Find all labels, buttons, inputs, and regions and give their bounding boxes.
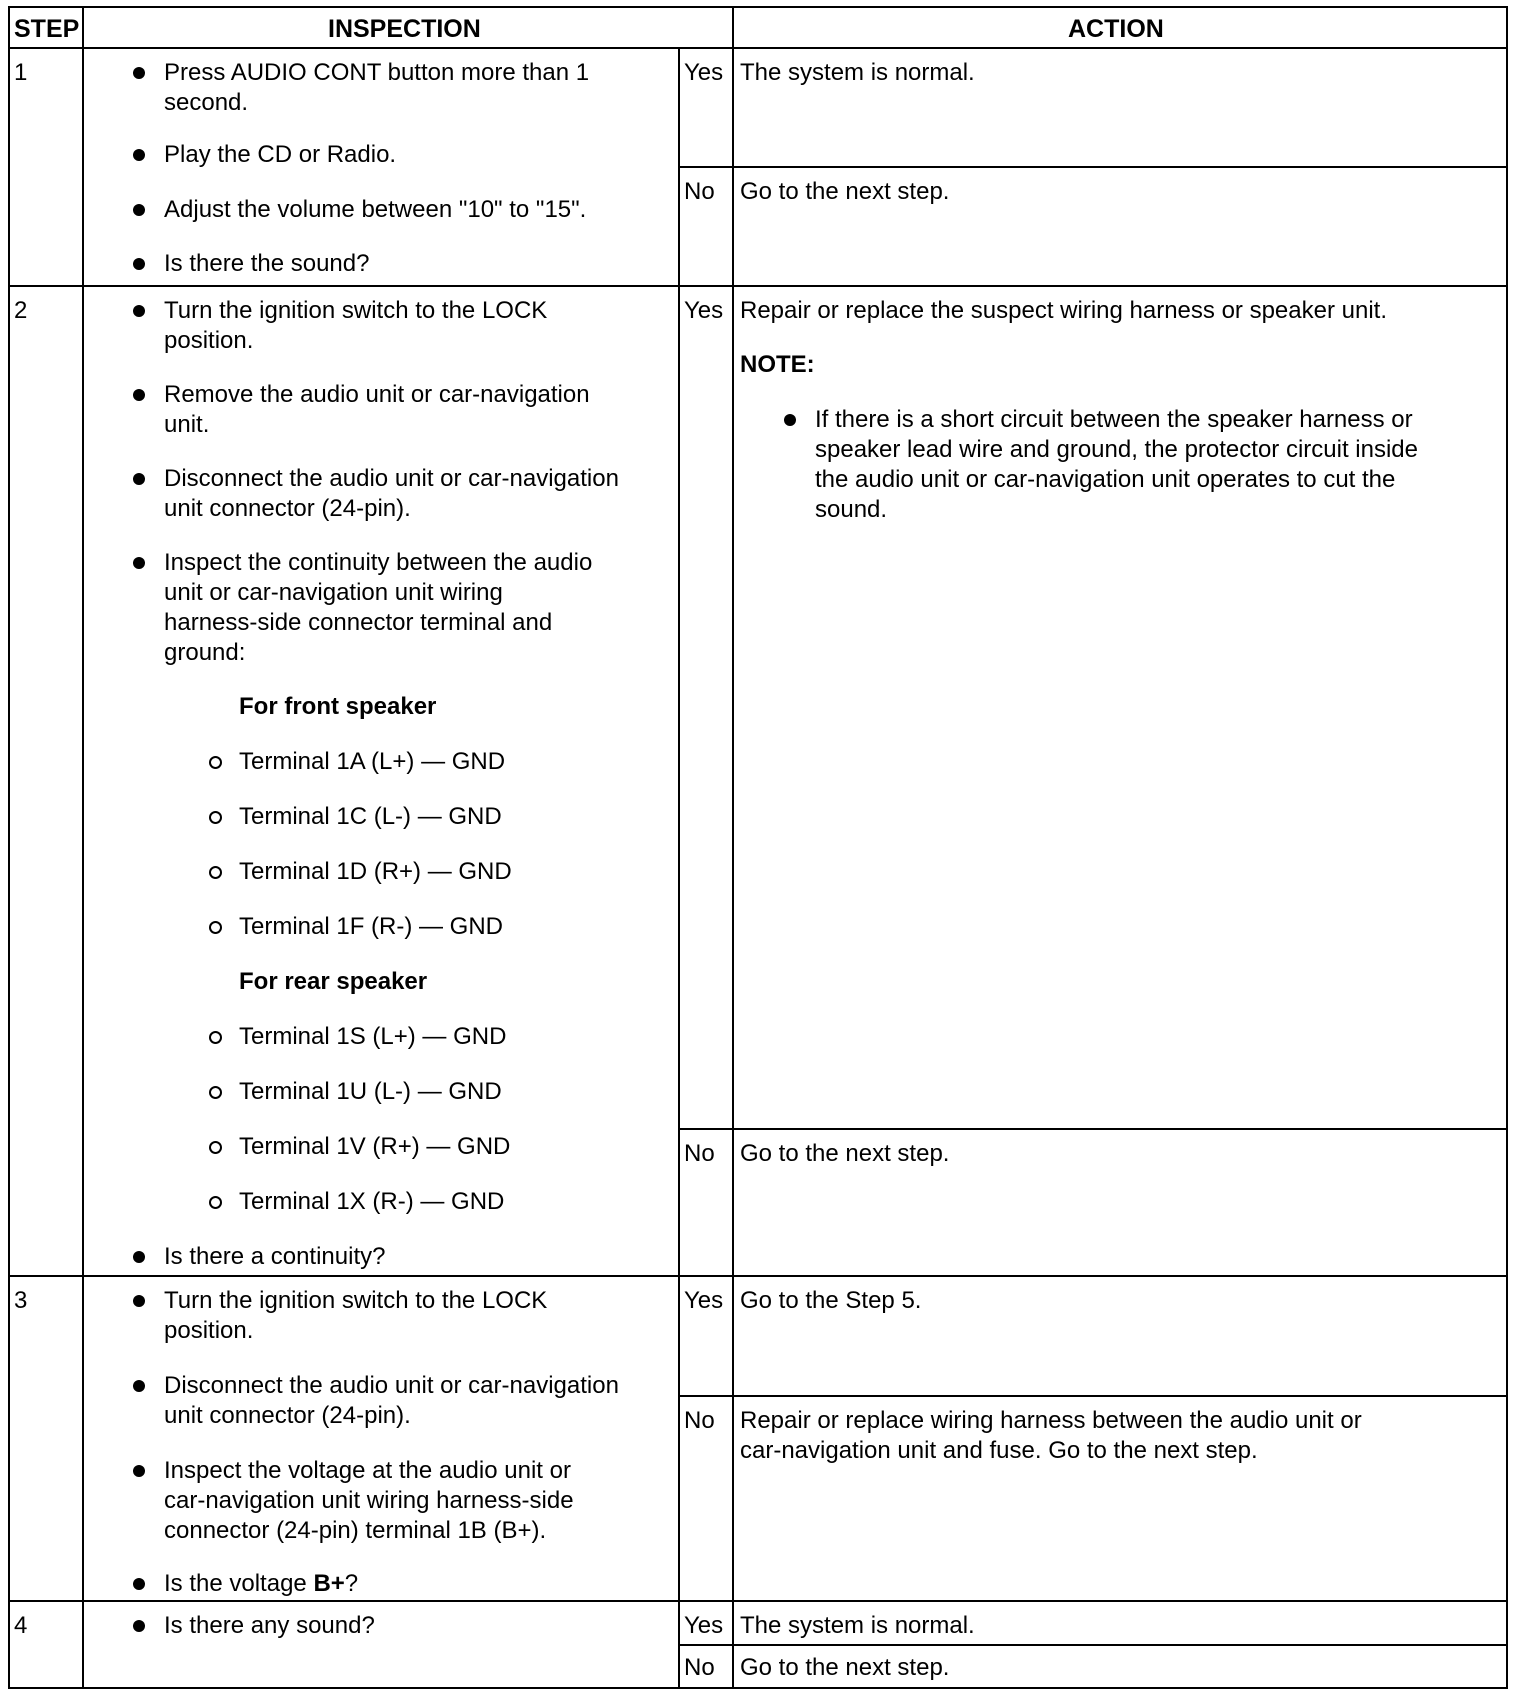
no-action: car-navigation unit and fuse. Go to the next step. [740,1437,1258,1464]
inspection-line: unit. [164,411,210,438]
yes-action: Go to the Step 5. [740,1287,922,1314]
inspection-line: unit or car-navigation unit wiring [164,579,503,606]
terminal-line: Terminal 1A (L+) — GND [239,748,506,775]
inspection-line: Press AUDIO CONT button more than 1 [164,59,590,86]
inspection-line: Is there a continuity? [164,1243,386,1270]
yes-action: The system is normal. [740,1612,975,1639]
sub-bullet-icon [209,1086,222,1099]
step-number: 3 [14,1287,28,1314]
no-label: No [684,178,715,205]
header-step: STEP [14,15,80,43]
divider-step2-yesno [678,1128,1506,1130]
yes-label: Yes [684,1612,724,1639]
no-action: Repair or replace wiring harness between the audio unit or [740,1407,1362,1434]
sub-bullet-icon [209,811,222,824]
inspection-line: Remove the audio unit or car-navigation [164,381,590,408]
terminal-line: Terminal 1V (R+) — GND [239,1133,511,1160]
front-speaker-heading: For front speaker [239,693,437,720]
inspection-line: Turn the ignition switch to the LOCK [164,1287,548,1314]
inspection-line: second. [164,89,249,116]
divider-action [732,6,734,1689]
yes-label: Yes [684,1287,724,1314]
step-number: 4 [14,1612,28,1639]
voltage-question [164,1569,358,1599]
divider-step1-end [8,285,1506,287]
inspection-line: unit connector (24-pin). [164,495,411,522]
bullet-icon [133,149,145,161]
bullet-icon [133,473,145,485]
note-line: speaker lead wire and ground, the protector circuit inside [815,436,1418,463]
inspection-line: Disconnect the audio unit or car-navigation [164,465,619,492]
inspection-line: position. [164,1317,254,1344]
inspection-table [8,6,1508,1689]
divider-step3-yesno [678,1395,1506,1397]
sub-bullet-icon [209,1031,222,1044]
inspection-line: car-navigation unit wiring harness-side [164,1487,574,1514]
no-label: No [684,1654,715,1681]
bullet-icon [133,1465,145,1477]
bullet-icon [133,1380,145,1392]
bullet-icon [133,305,145,317]
inspection-line: Inspect the continuity between the audio [164,549,593,576]
sub-bullet-icon [209,1196,222,1209]
note-line: the audio unit or car-navigation unit operates to cut the [815,466,1396,493]
bullet-icon [133,1578,145,1590]
rear-speaker-heading: For rear speaker [239,968,428,995]
terminal-line: Terminal 1S (L+) — GND [239,1023,507,1050]
divider-step [82,6,84,1689]
divider-step3-end [8,1600,1506,1602]
inspection-line: Is there any sound? [164,1612,375,1639]
inspection-line: Disconnect the audio unit or car-navigation [164,1372,619,1399]
bullet-icon [133,1295,145,1307]
no-label: No [684,1407,715,1434]
divider-header [8,47,1506,49]
divider-step1-yesno [678,166,1506,168]
divider-step2-end [8,1275,1506,1277]
terminal-line: Terminal 1F (R-) — GND [239,913,504,940]
inspection-line: unit connector (24-pin). [164,1402,411,1429]
inspection-line: Turn the ignition switch to the LOCK [164,297,548,324]
step-number: 2 [14,297,28,324]
sub-bullet-icon [209,756,222,769]
divider-inspection [678,48,680,1689]
bullet-icon [133,1251,145,1263]
voltage-question-text: Is the voltage [164,1570,314,1597]
terminal-line: Terminal 1C (L-) — GND [239,803,502,830]
terminal-line: Terminal 1U (L-) — GND [239,1078,502,1105]
voltage-value: B+ [313,1570,345,1597]
note-label: NOTE: [740,351,815,378]
terminal-line: Terminal 1D (R+) — GND [239,858,512,885]
inspection-line: position. [164,327,254,354]
inspection-line: ground: [164,639,246,666]
no-action: Go to the next step. [740,1140,950,1167]
yes-action: Repair or replace the suspect wiring harness or speaker unit. [740,297,1387,324]
no-label: No [684,1140,715,1167]
bullet-icon [133,389,145,401]
terminal-line: Terminal 1X (R-) — GND [239,1188,505,1215]
yes-label: Yes [684,59,724,86]
inspection-line: Play the CD or Radio. [164,141,397,168]
bullet-icon [133,67,145,79]
yes-action: The system is normal. [740,59,975,86]
header-action: ACTION [1068,15,1164,43]
bullet-icon [133,1620,145,1632]
step-number: 1 [14,59,28,86]
bullet-icon [784,414,796,426]
bullet-icon [133,557,145,569]
inspection-line: Inspect the voltage at the audio unit or [164,1457,571,1484]
note-line: If there is a short circuit between the speaker harness or [815,406,1413,433]
inspection-line: Is there the sound? [164,250,370,277]
yes-label: Yes [684,297,724,324]
bullet-icon [133,258,145,270]
inspection-line: connector (24-pin) terminal 1B (B+). [164,1517,547,1544]
sub-bullet-icon [209,866,222,879]
voltage-suffix: ? [344,1570,359,1597]
no-action: Go to the next step. [740,1654,950,1681]
no-action: Go to the next step. [740,178,950,205]
header-inspection: INSPECTION [328,15,481,43]
sub-bullet-icon [209,1141,222,1154]
divider-step4-yesno [678,1644,1506,1646]
inspection-line: Adjust the volume between "10" to "15". [164,196,587,223]
sub-bullet-icon [209,921,222,934]
bullet-icon [133,204,145,216]
inspection-line: harness-side connector terminal and [164,609,553,636]
note-line: sound. [815,496,888,523]
